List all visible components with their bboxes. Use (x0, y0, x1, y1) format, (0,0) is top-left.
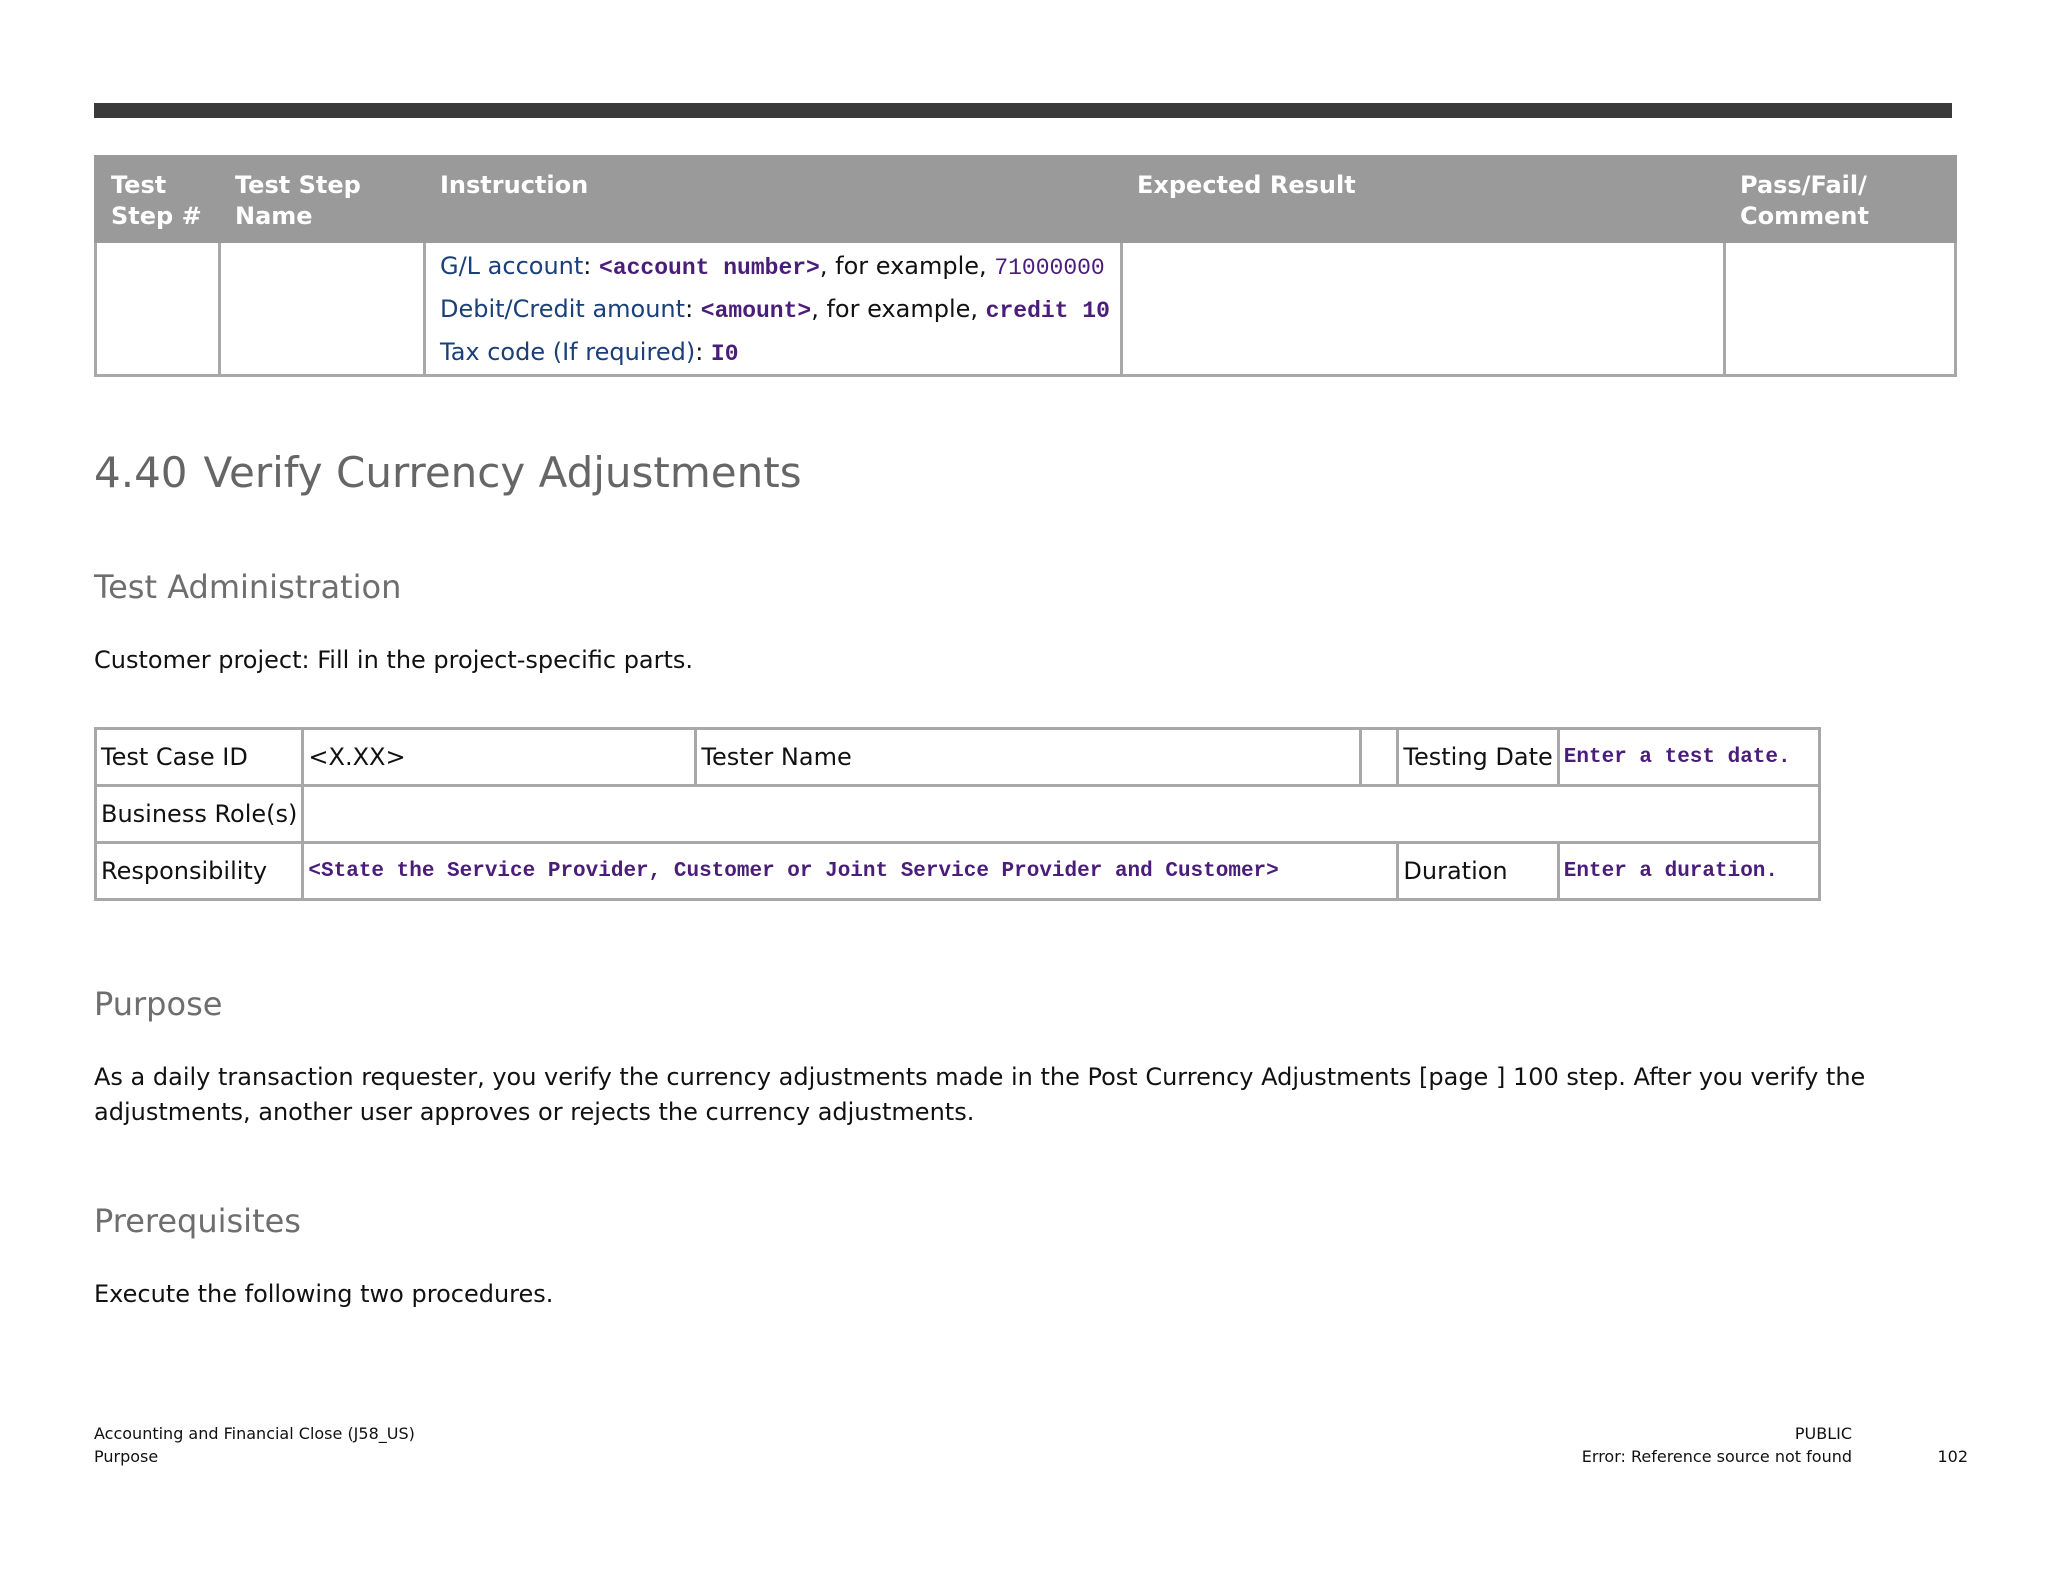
section-number: 4.40 (94, 448, 188, 497)
cell-step-number (96, 242, 220, 376)
test-step-table (94, 155, 1957, 377)
footer-left (94, 1422, 415, 1468)
prerequisites-text: Execute the following two procedures. (94, 1280, 554, 1308)
table-row (96, 786, 1820, 843)
col-header-instruction: Instruction (425, 157, 1122, 242)
col-header-step-name: Test Step Name (220, 157, 425, 242)
table-row (96, 843, 1820, 900)
page-number: 102 (1937, 1447, 1968, 1466)
business-roles-value (303, 786, 1819, 843)
col-header-expected-result: Expected Result (1122, 157, 1725, 242)
test-administration-table (94, 727, 1821, 901)
business-roles-label: Business Role(s) (96, 786, 303, 843)
test-case-id-value: <X.XX> (303, 729, 696, 786)
col-header-step-number: Test Step # (96, 157, 220, 242)
instruction-line: Tax code (If required): I0 (440, 338, 739, 367)
col-header-pass-fail: Pass/Fail/ Comment (1725, 157, 1956, 242)
header-rule (94, 103, 1952, 118)
responsibility-value: <State the Service Provider, Customer or Joint Service Provider and Customer> (303, 843, 1398, 900)
table-row (96, 242, 1956, 376)
instruction-label: Debit/Credit amount (440, 295, 686, 323)
instruction-line: G/L account: <account number>, for example, 71000000 (440, 252, 1105, 281)
instruction-code: <account number> (599, 255, 820, 281)
prerequisites-heading: Prerequisites (94, 1202, 301, 1240)
instruction-label: G/L account (440, 252, 584, 280)
cell-instruction (425, 242, 1122, 376)
cell-expected-result (1122, 242, 1725, 376)
footer-section: Purpose (94, 1447, 159, 1466)
cell-pass-fail (1725, 242, 1956, 376)
footer-classification: PUBLIC (1794, 1424, 1852, 1443)
purpose-heading: Purpose (94, 985, 223, 1023)
instruction-label: Tax code (If required) (440, 338, 696, 366)
responsibility-label: Responsibility (96, 843, 303, 900)
footer-right (1582, 1422, 1852, 1468)
table-row (96, 729, 1820, 786)
cell-step-name (220, 242, 425, 376)
test-administration-heading: Test Administration (94, 568, 402, 606)
instruction-code: <amount> (700, 298, 812, 324)
purpose-text: As a daily transaction requester, you verify the currency adjustments made in the Post Currency Adjustments [page ] 100 step. After you verify the adjustments, another user approves or rejects the currency adjustments. (94, 1063, 1866, 1126)
test-administration-intro: Customer project: Fill in the project-specific parts. (94, 646, 694, 674)
table-header-row (96, 157, 1956, 242)
footer-doc-title: Accounting and Financial Close (J58_US) (94, 1424, 415, 1443)
testing-date-value: Enter a test date. (1558, 729, 1819, 786)
tester-name-label: Tester Name (696, 729, 1361, 786)
instruction-example: credit 10 (985, 298, 1110, 324)
section-title (94, 448, 802, 497)
duration-label: Duration (1398, 843, 1558, 900)
section-title-text: Verify Currency Adjustments (203, 448, 802, 497)
duration-value: Enter a duration. (1558, 843, 1819, 900)
tester-name-value (1361, 729, 1398, 786)
instruction-example: 71000000 (994, 255, 1105, 281)
test-case-id-label: Test Case ID (96, 729, 303, 786)
instruction-code: I0 (710, 341, 739, 367)
footer-error: Error: Reference source not found (1581, 1447, 1852, 1466)
testing-date-label: Testing Date (1398, 729, 1558, 786)
instruction-line: Debit/Credit amount: <amount>, for example, credit 10 (440, 295, 1110, 324)
